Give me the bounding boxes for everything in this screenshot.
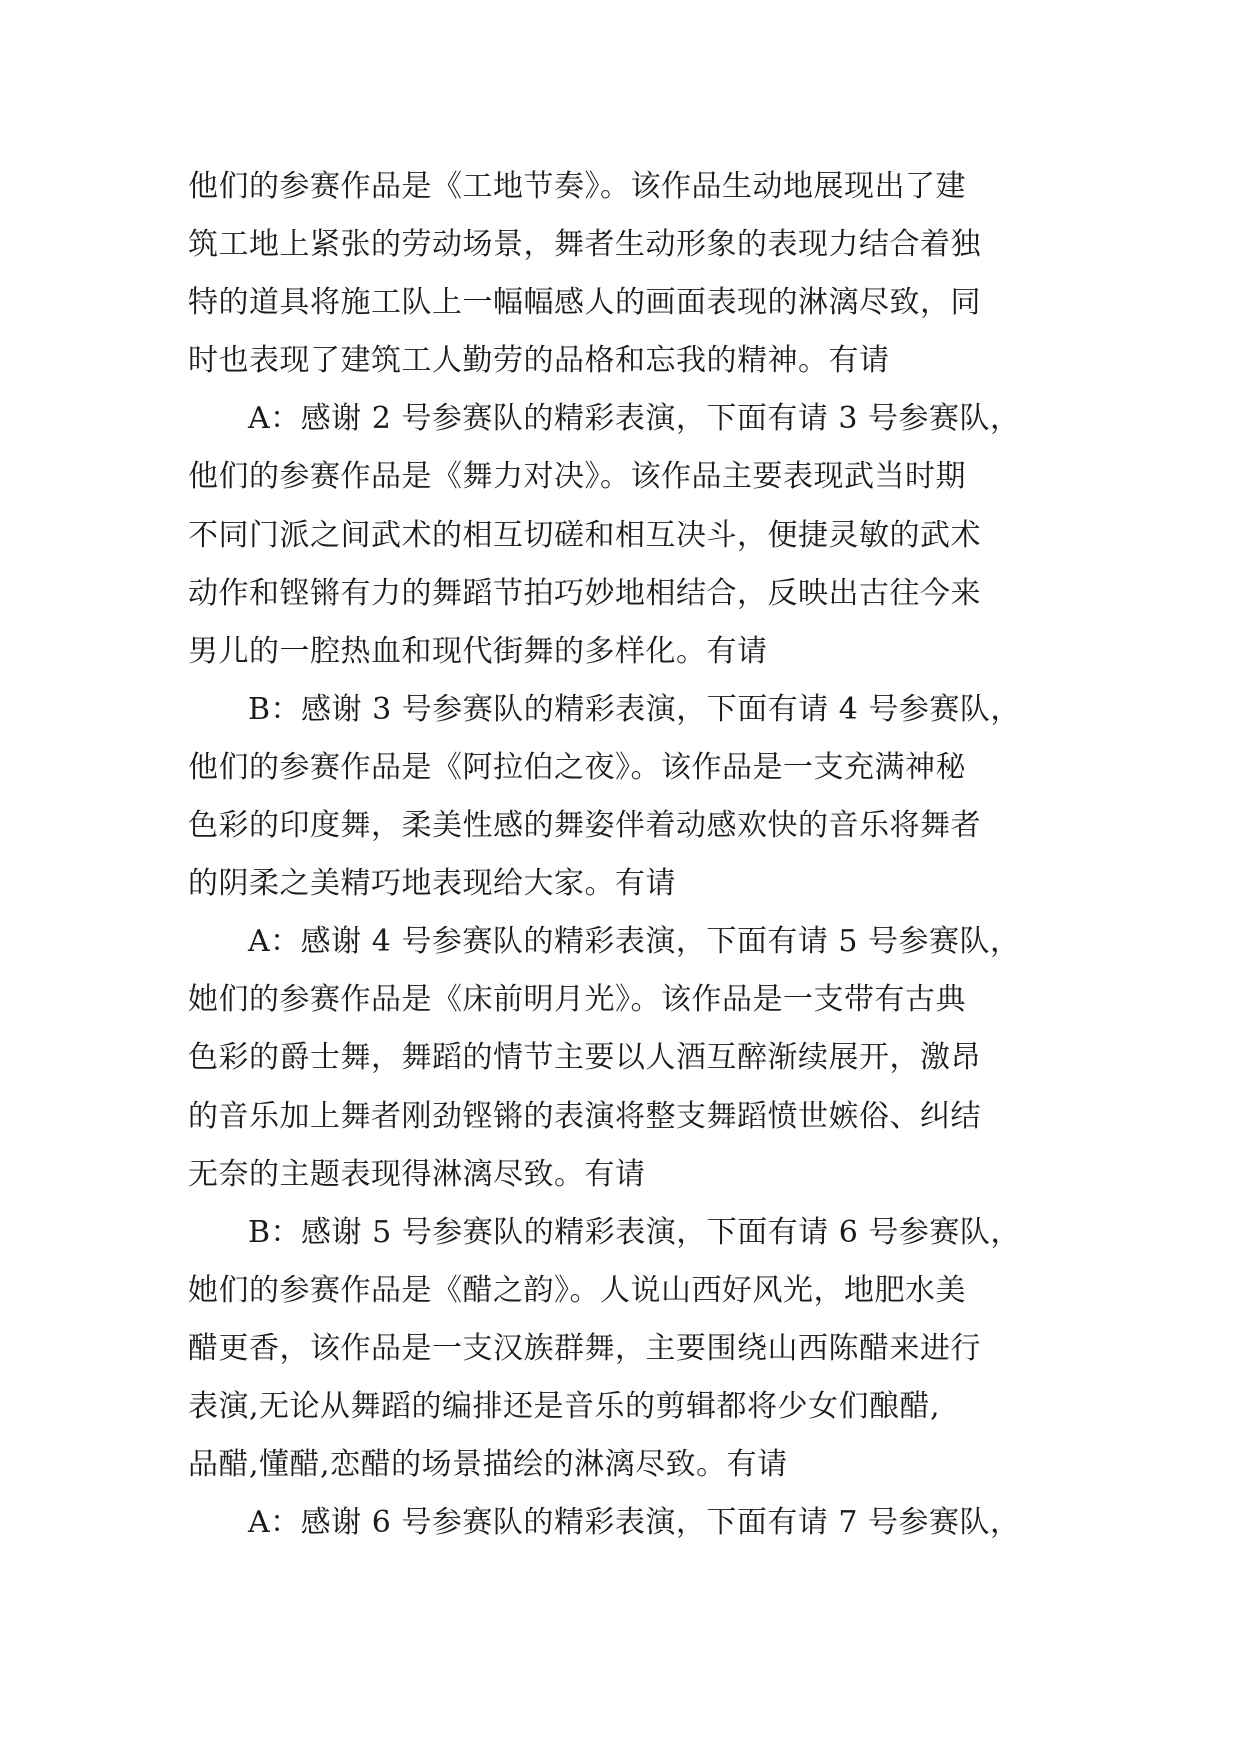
text-line: 时也表现了建筑工人勤劳的品格和忘我的精神。有请	[188, 343, 890, 379]
text-line: 他们的参赛作品是《舞力对决》。该作品主要表现武当时期	[188, 459, 966, 495]
document-body	[188, 158, 1068, 1552]
text-line: 特的道具将施工队上一幅幅感人的画面表现的淋漓尽致，同	[188, 285, 981, 321]
text-line-dialogue: B：感谢 5 号参赛队的精彩表演，下面有请 6 号参赛队，	[248, 1214, 1021, 1250]
text-line: 无奈的主题表现得淋漓尽致。有请	[188, 1156, 646, 1192]
text-line: 色彩的爵士舞，舞蹈的情节主要以人酒互醉渐续展开，激昂	[188, 1040, 981, 1076]
text-line: 色彩的印度舞，柔美性感的舞姿伴着动感欢快的音乐将舞者	[188, 808, 981, 844]
text-line: 不同门派之间武术的相互切磋和相互决斗，便捷灵敏的武术	[188, 517, 981, 553]
text-line-dialogue: B：感谢 3 号参赛队的精彩表演，下面有请 4 号参赛队，	[248, 691, 1021, 727]
text-line: 表演,无论从舞蹈的编排还是音乐的剪辑都将少女们酿醋,	[188, 1388, 941, 1424]
text-line: 的音乐加上舞者刚劲铿锵的表演将整支舞蹈愤世嫉俗、纠结	[188, 1098, 981, 1134]
text-line: 动作和铿锵有力的舞蹈节拍巧妙地相结合，反映出古往今来	[188, 575, 981, 611]
text-line: 的阴柔之美精巧地表现给大家。有请	[188, 866, 676, 902]
text-line: 醋更香，该作品是一支汉族群舞，主要围绕山西陈醋来进行	[188, 1330, 981, 1366]
text-line-dialogue: A：感谢 2 号参赛队的精彩表演，下面有请 3 号参赛队，	[248, 401, 1021, 437]
text-line: 她们的参赛作品是《床前明月光》。该作品是一支带有古典	[188, 982, 966, 1018]
text-line: 筑工地上紧张的劳动场景，舞者生动形象的表现力结合着独	[188, 227, 981, 263]
text-line: 她们的参赛作品是《醋之韵》。人说山西好风光，地肥水美	[188, 1272, 966, 1308]
text-line: 男儿的一腔热血和现代街舞的多样化。有请	[188, 633, 768, 669]
text-line-dialogue: A：感谢 6 号参赛队的精彩表演，下面有请 7 号参赛队，	[248, 1505, 1021, 1541]
text-line: 品醋,懂醋,恋醋的场景描绘的淋漓尽致。有请	[188, 1447, 788, 1483]
text-line: 他们的参赛作品是《阿拉伯之夜》。该作品是一支充满神秘	[188, 749, 966, 785]
text-line: 他们的参赛作品是《工地节奏》。该作品生动地展现出了建	[188, 169, 966, 204]
text-line-dialogue: A：感谢 4 号参赛队的精彩表演，下面有请 5 号参赛队，	[248, 924, 1021, 960]
